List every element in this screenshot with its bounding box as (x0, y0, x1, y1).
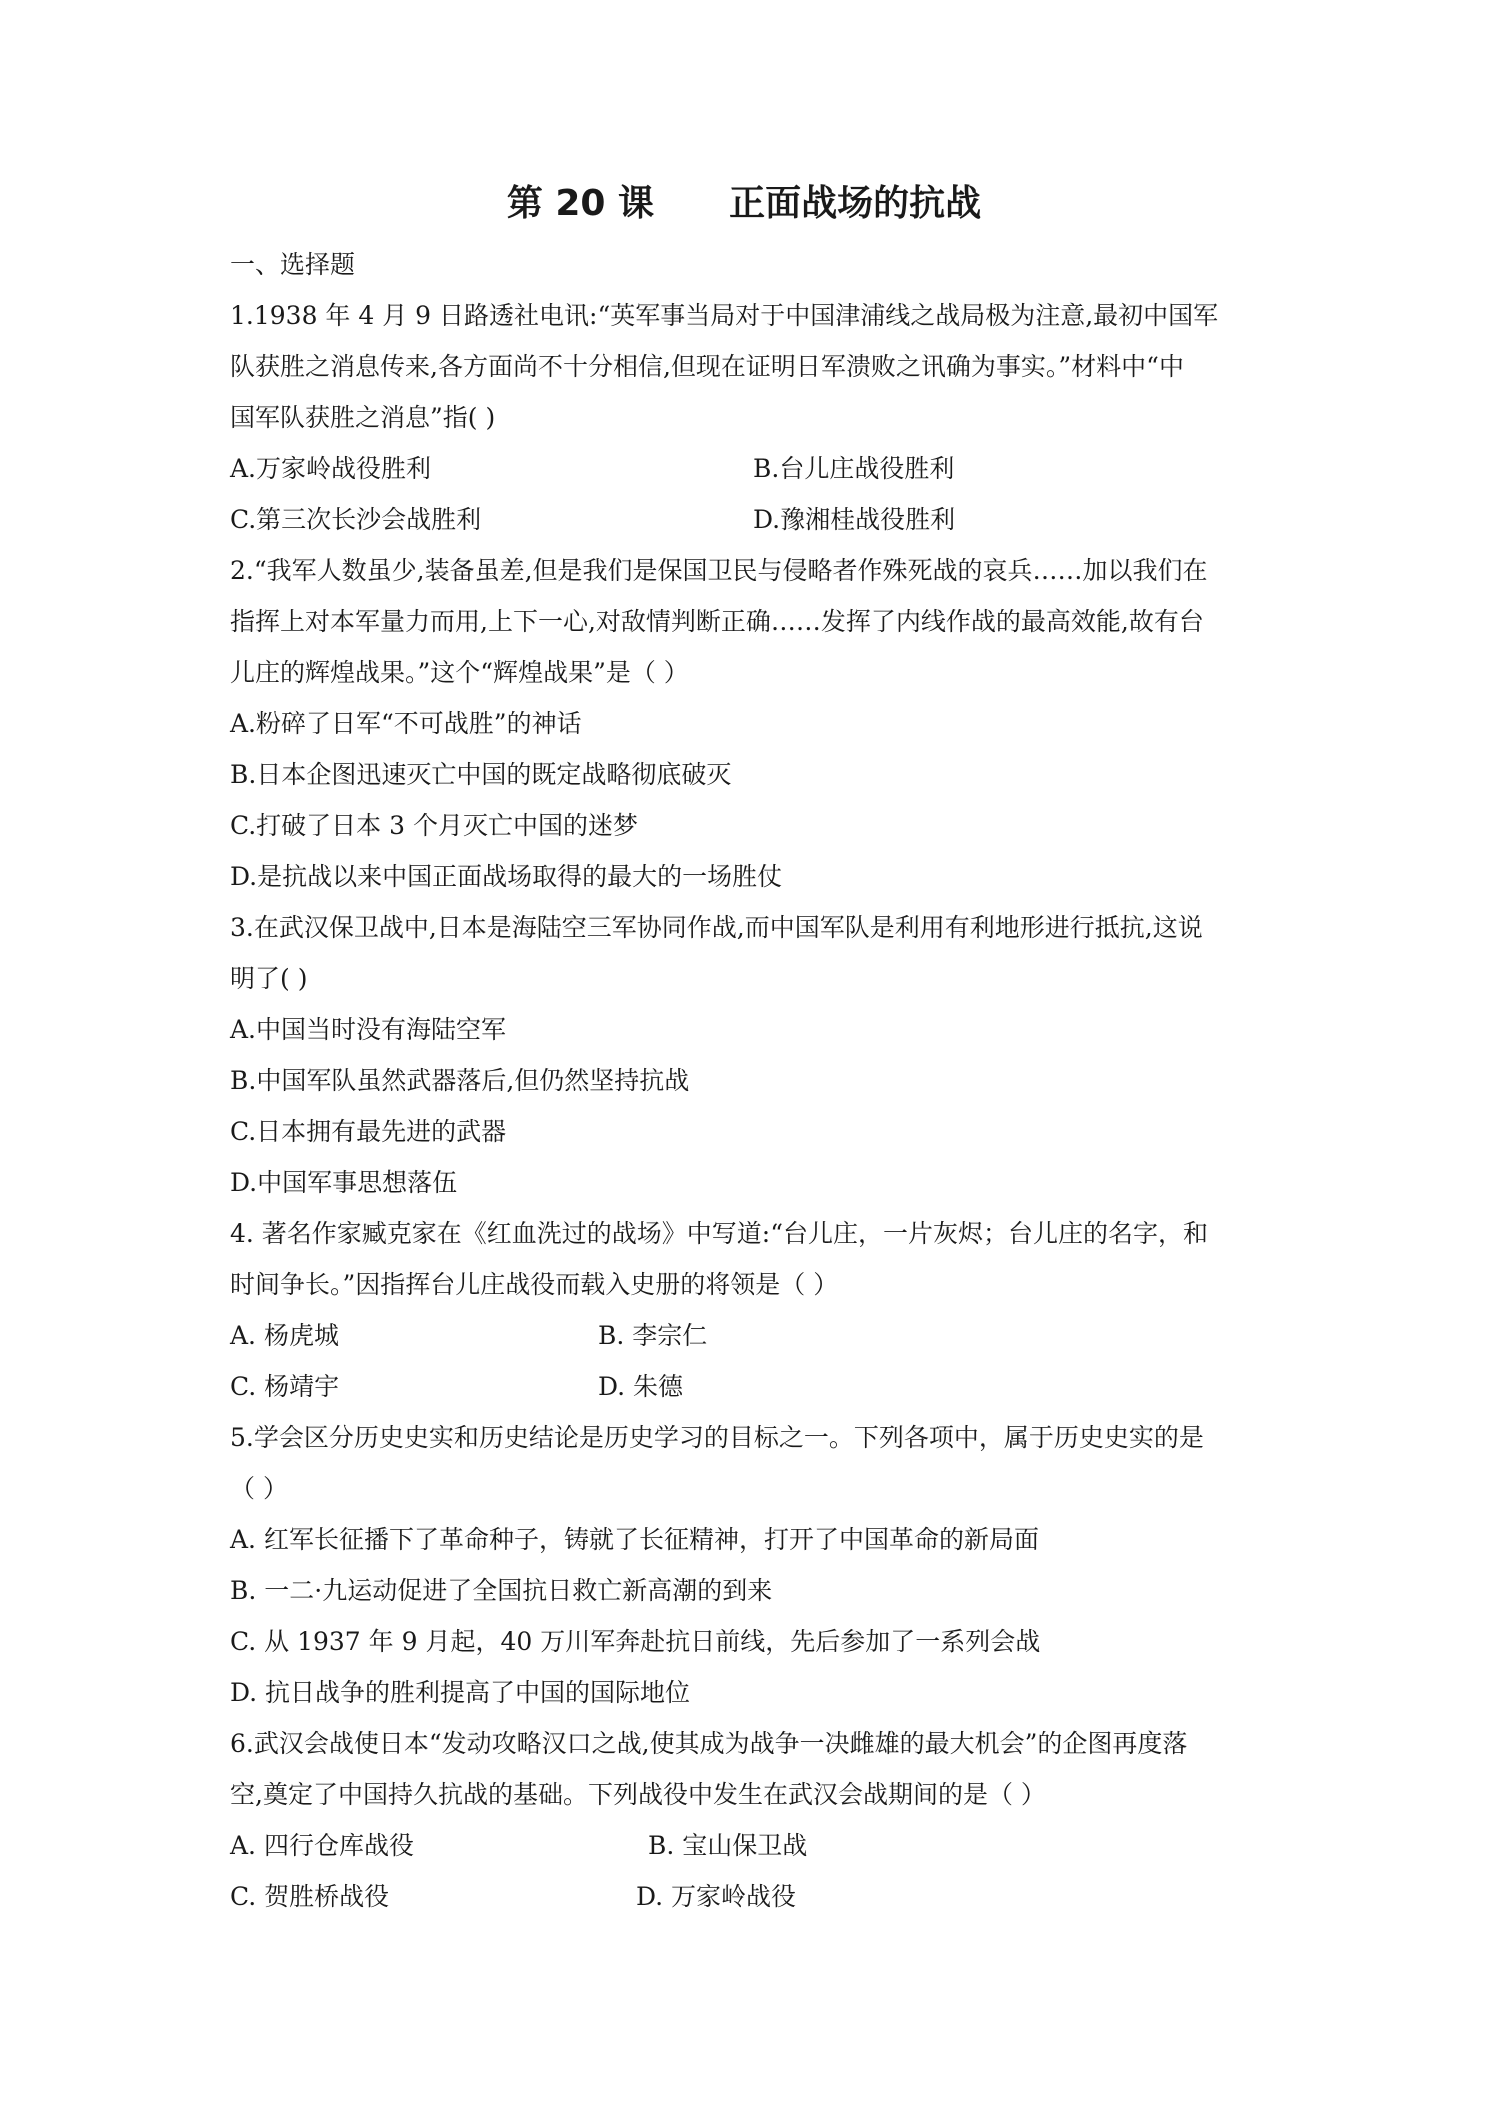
question-4-option-c: C. 杨靖宇 (230, 1372, 340, 1401)
question-2-option-a: A.粉碎了日军“不可战胜”的神话 (230, 709, 582, 738)
question-1-line-1: 1.1938 年 4 月 9 日路透社电讯:“英军事当局对于中国津浦线之战局极为注意,最初中国军 (230, 301, 1219, 330)
question-3-line-2: 明了( ) (230, 964, 308, 993)
question-6-option-a: A. 四行仓库战役 (230, 1831, 414, 1860)
question-3-line-1: 3.在武汉保卫战中,日本是海陆空三军协同作战,而中国军队是利用有利地形进行抵抗,这说 (230, 913, 1203, 942)
question-1-line-2: 队获胜之消息传来,各方面尚不十分相信,但现在证明日军溃败之讯确为事实。”材料中“中 (230, 352, 1184, 381)
question-5-option-c: C. 从 1937 年 9 月起，40 万川军奔赴抗日前线，先后参加了一系列会战 (230, 1627, 1041, 1656)
question-2-line-1: 2.“我军人数虽少,装备虽差,但是我们是保国卫民与侵略者作殊死战的哀兵……加以我们在 (230, 556, 1208, 585)
question-1-option-b: B.台儿庄战役胜利 (753, 454, 955, 483)
question-5-option-b: B. 一二·九运动促进了全国抗日救亡新高潮的到来 (230, 1576, 773, 1605)
question-4-line-2: 时间争长。”因指挥台儿庄战役而载入史册的将领是（ ） (230, 1270, 839, 1299)
question-3-option-a: A.中国当时没有海陆空军 (230, 1015, 507, 1044)
question-6-option-b: B. 宝山保卫战 (648, 1831, 808, 1860)
question-6-line-1: 6.武汉会战使日本“发动攻略汉口之战,使其成为战争一决雌雄的最大机会”的企图再度落 (230, 1729, 1188, 1758)
question-4-option-a: A. 杨虎城 (230, 1321, 339, 1350)
question-6-line-2: 空,奠定了中国持久抗战的基础。下列战役中发生在武汉会战期间的是（ ） (230, 1780, 1046, 1809)
question-2-line-3: 儿庄的辉煌战果。”这个“辉煌战果”是（ ） (230, 658, 689, 687)
question-1-line-3: 国军队获胜之消息”指( ) (230, 403, 496, 432)
page-title: 第 20 课 正面战场的抗战 (506, 183, 982, 224)
question-4-option-d: D. 朱德 (598, 1372, 684, 1401)
question-3-option-c: C.日本拥有最先进的武器 (230, 1117, 507, 1146)
question-1-option-d: D.豫湘桂战役胜利 (753, 505, 956, 534)
question-2-option-d: D.是抗战以来中国正面战场取得的最大的一场胜仗 (230, 862, 783, 891)
question-1-option-a: A.万家岭战役胜利 (230, 454, 432, 483)
question-2-option-b: B.日本企图迅速灭亡中国的既定战略彻底破灭 (230, 760, 732, 789)
question-6-option-d: D. 万家岭战役 (636, 1882, 797, 1911)
question-3-option-d: D.中国军事思想落伍 (230, 1168, 458, 1197)
question-1-option-c: C.第三次长沙会战胜利 (230, 505, 482, 534)
section-heading: 一、选择题 (230, 250, 356, 279)
question-6-option-c: C. 贺胜桥战役 (230, 1882, 390, 1911)
question-4-line-1: 4. 著名作家臧克家在《红血洗过的战场》中写道:“台儿庄，一片灰烬；台儿庄的名字，和 (230, 1219, 1209, 1248)
question-5-line-2: （ ） (230, 1474, 288, 1503)
question-4-option-b: B. 李宗仁 (598, 1321, 708, 1350)
question-5-option-d: D. 抗日战争的胜利提高了中国的国际地位 (230, 1678, 691, 1707)
question-5-option-a: A. 红军长征播下了革命种子，铸就了长征精神，打开了中国革命的新局面 (230, 1525, 1039, 1554)
question-3-option-b: B.中国军队虽然武器落后,但仍然坚持抗战 (230, 1066, 690, 1095)
question-5-line-1: 5.学会区分历史史实和历史结论是历史学习的目标之一。下列各项中，属于历史史实的是 (230, 1423, 1204, 1452)
question-2-option-c: C.打破了日本 3 个月灭亡中国的迷梦 (230, 811, 638, 840)
question-2-line-2: 指挥上对本军量力而用,上下一心,对敌情判断正确……发挥了内线作战的最高效能,故有台 (230, 607, 1204, 636)
